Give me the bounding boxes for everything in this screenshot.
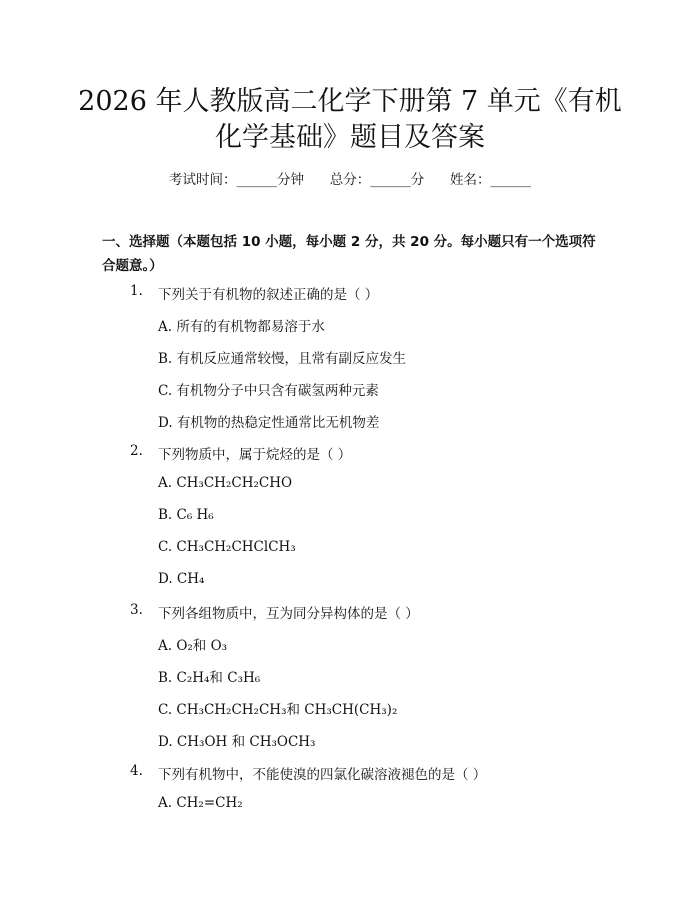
question-number: 4.: [130, 763, 143, 779]
option-b: B. C₂H₄和 C₃H₆: [158, 670, 261, 686]
option-b: B. C₆ H₆: [158, 507, 214, 523]
option-a: A. CH₃CH₂CH₂CHO: [158, 475, 293, 491]
question-text: 下列关于有机物的叙述正确的是（ ）: [158, 287, 379, 303]
option-d: D. CH₃OH 和 CH₃OCH₃: [158, 734, 316, 750]
option-d: D. 有机物的热稳定性通常比无机物差: [158, 415, 380, 431]
document-title-line-1: 2026 年人教版高二化学下册第 7 单元《有机: [78, 86, 622, 117]
document-title-line-2: 化学基础》题目及答案: [215, 122, 485, 153]
question-text: 下列有机物中，不能使溴的四氯化碳溶液褪色的是（ ）: [158, 767, 487, 783]
exam-meta-line: 考试时间：______分钟 总分：______分 姓名：______: [169, 172, 531, 188]
question-text: 下列各组物质中，互为同分异构体的是（ ）: [158, 606, 419, 622]
option-a: A. O₂和 O₃: [158, 638, 228, 654]
question-number: 2.: [130, 443, 143, 459]
option-a: A. CH₂=CH₂: [158, 795, 243, 811]
option-c: C. CH₃CH₂CHClCH₃: [158, 539, 296, 555]
option-d: D. CH₄: [158, 571, 205, 587]
option-a: A. 所有的有机物都易溶于水: [158, 319, 325, 335]
section-heading: 一、选择题（本题包括 10 小题，每小题 2 分，共 20 分。每小题只有一个选项符合题意。）: [102, 234, 596, 274]
question-number: 3.: [130, 602, 143, 618]
option-c: C. 有机物分子中只含有碳氢两种元素: [158, 383, 379, 399]
option-c: C. CH₃CH₂CH₂CH₃和 CH₃CH(CH₃)₂: [158, 702, 398, 718]
question-text: 下列物质中，属于烷烃的是（ ）: [158, 447, 352, 463]
question-number: 1.: [130, 283, 143, 299]
option-b: B. 有机反应通常较慢，且常有副反应发生: [158, 351, 407, 367]
